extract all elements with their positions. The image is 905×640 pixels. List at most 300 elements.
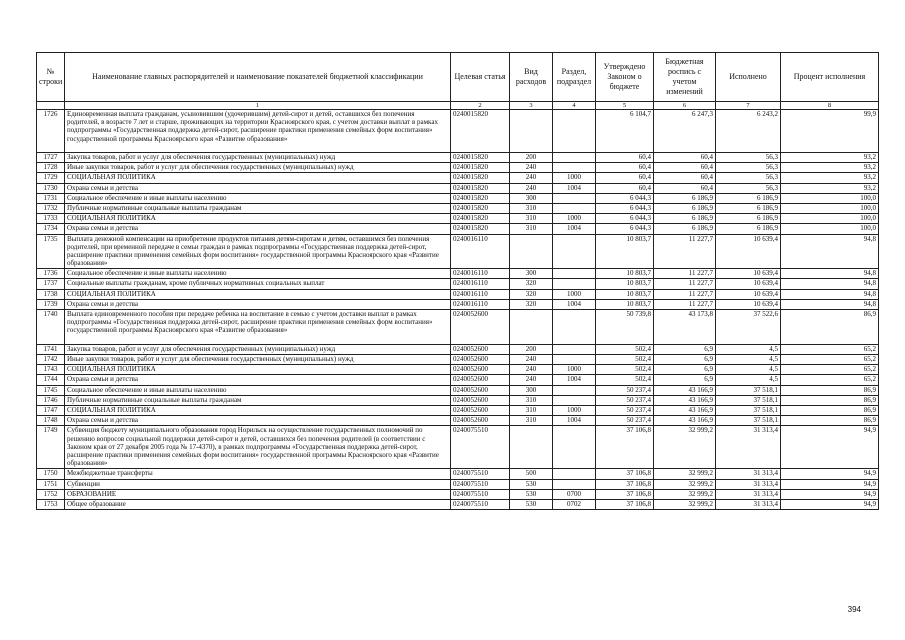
percent-cell: 65,2 [781,344,879,354]
percent-cell: 100,0 [781,193,879,203]
table-row [37,355,879,365]
revised-cell: 32 999,2 [654,469,716,479]
section-cell: 0700 [553,489,596,499]
target-article-cell: 0240015820 [451,183,510,193]
target-article-cell: 0240015820 [451,110,510,153]
executed-cell: 31 313,4 [716,469,781,479]
table-body [37,110,879,510]
row-number-cell: 1738 [37,289,65,299]
row-name-cell: Межбюджетные трансферты [65,469,451,479]
row-name-cell: Субвенция бюджету муниципального образования город Норильск на осуществление государственных полномочий по решению вопросов социальной поддержки детей-сирот и детей, оставшихся без попечения родителей (в соответствии с Законом края от 27 декабря 2005 года № 17-4370), в рамках подпрограммы «Государственная поддержка детей-сирот, расширение практики применения семейных форм воспитания» государственной программы Красноярского края «Развитие образования» [65,426,451,469]
section-cell: 1000 [553,173,596,183]
section-cell [553,385,596,395]
executed-cell: 4,5 [716,355,781,365]
approved-cell: 50 237,4 [596,416,654,426]
section-cell [553,395,596,405]
target-article-cell: 0240016110 [451,269,510,279]
row-name-cell: СОЦИАЛЬНАЯ ПОЛИТИКА [65,405,451,415]
approved-cell: 502,4 [596,375,654,385]
section-cell: 1000 [553,214,596,224]
target-article-cell: 0240016110 [451,299,510,309]
target-article-cell: 0240016110 [451,279,510,289]
target-article-cell: 0240015820 [451,214,510,224]
approved-cell: 10 803,7 [596,289,654,299]
revised-cell: 6,9 [654,365,716,375]
approved-cell: 10 803,7 [596,234,654,269]
revised-cell: 6 247,3 [654,110,716,153]
percent-cell: 65,2 [781,365,879,375]
column-number: 5 [596,102,654,110]
row-name-cell: СОЦИАЛЬНАЯ ПОЛИТИКА [65,289,451,299]
percent-cell: 94,8 [781,299,879,309]
revised-cell: 6 186,9 [654,224,716,234]
row-name-cell: Охрана семьи и детства [65,299,451,309]
percent-cell: 65,2 [781,375,879,385]
revised-cell: 11 227,7 [654,299,716,309]
row-name-cell: Социальные выплаты гражданам, кроме публичных нормативных социальных выплат [65,279,451,289]
target-article-cell: 0240052600 [451,416,510,426]
executed-cell: 37 518,1 [716,385,781,395]
target-article-cell: 0240015820 [451,173,510,183]
target-article-cell: 0240075510 [451,499,510,509]
percent-cell: 93,2 [781,163,879,173]
approved-cell: 60,4 [596,153,654,163]
target-article-cell: 0240075510 [451,469,510,479]
row-number-cell: 1740 [37,310,65,345]
table-row [37,183,879,193]
approved-cell: 6 044,3 [596,224,654,234]
executed-cell: 56,3 [716,183,781,193]
executed-cell: 10 639,4 [716,299,781,309]
expense-type-cell [510,426,553,469]
header-row-number: № строки [37,53,65,102]
executed-cell: 37 518,1 [716,395,781,405]
header-target-article: Целевая статья [451,53,510,102]
row-number-cell: 1751 [37,479,65,489]
section-cell [553,193,596,203]
percent-cell: 86,9 [781,416,879,426]
executed-cell: 4,5 [716,375,781,385]
approved-cell: 6 044,3 [596,193,654,203]
target-article-cell: 0240052600 [451,310,510,345]
row-name-cell: Социальное обеспечение и иные выплаты населению [65,385,451,395]
row-name-cell: Закупка товаров, работ и услуг для обеспечения государственных (муниципальных) нужд [65,153,451,163]
section-cell: 1000 [553,405,596,415]
table-row [37,489,879,499]
expense-type-cell: 320 [510,299,553,309]
expense-type-cell: 320 [510,279,553,289]
expense-type-cell: 300 [510,385,553,395]
target-article-cell: 0240052600 [451,355,510,365]
executed-cell: 31 313,4 [716,426,781,469]
target-article-cell: 0240015820 [451,153,510,163]
table-row [37,193,879,203]
row-number-cell: 1730 [37,183,65,193]
row-number-cell: 1742 [37,355,65,365]
approved-cell: 60,4 [596,173,654,183]
revised-cell: 60,4 [654,183,716,193]
percent-cell: 94,9 [781,489,879,499]
row-number-cell: 1731 [37,193,65,203]
row-name-cell: Субвенции [65,479,451,489]
executed-cell: 56,3 [716,163,781,173]
section-cell [553,234,596,269]
percent-cell: 100,0 [781,224,879,234]
table-row [37,203,879,213]
section-cell [553,426,596,469]
approved-cell: 50 237,4 [596,405,654,415]
header-section: Раздел, подраздел [553,53,596,102]
percent-cell: 94,9 [781,469,879,479]
row-number-cell: 1737 [37,279,65,289]
executed-cell: 31 313,4 [716,499,781,509]
table-row [37,416,879,426]
approved-cell: 37 106,8 [596,426,654,469]
revised-cell: 43 166,9 [654,416,716,426]
target-article-cell: 0240075510 [451,479,510,489]
row-name-cell: СОЦИАЛЬНАЯ ПОЛИТИКА [65,214,451,224]
approved-cell: 6 044,3 [596,214,654,224]
column-number: 7 [716,102,781,110]
table-row [37,365,879,375]
row-name-cell: Охрана семьи и детства [65,183,451,193]
expense-type-cell: 530 [510,499,553,509]
header-name: Наименование главных распорядителей и наименование показателей бюджетной классификации [65,53,451,102]
revised-cell: 60,4 [654,153,716,163]
percent-cell: 94,9 [781,426,879,469]
expense-type-cell: 240 [510,173,553,183]
table-row [37,234,879,269]
approved-cell: 10 803,7 [596,269,654,279]
approved-cell: 50 237,4 [596,395,654,405]
expense-type-cell: 300 [510,193,553,203]
approved-cell: 37 106,8 [596,479,654,489]
expense-type-cell: 530 [510,479,553,489]
percent-cell: 99,9 [781,110,879,153]
percent-cell: 94,8 [781,234,879,269]
section-cell: 1004 [553,183,596,193]
row-name-cell: Охрана семьи и детства [65,416,451,426]
row-number-cell: 1747 [37,405,65,415]
executed-cell: 10 639,4 [716,269,781,279]
row-number-cell: 1734 [37,224,65,234]
approved-cell: 502,4 [596,365,654,375]
revised-cell: 11 227,7 [654,234,716,269]
row-name-cell: Выплата денежной компенсации на приобретение продуктов питания детям-сиротам и детям, оставшимся без попечения родителей, при временной передаче в семьи граждан в рамках подпрограммы «Государственная поддержка детей-сирот, расширение практики применения семейных форм воспитания» государственной программы Красноярского края «Развитие образования» [65,234,451,269]
revised-cell: 11 227,7 [654,279,716,289]
revised-cell: 43 166,9 [654,395,716,405]
row-number-cell: 1735 [37,234,65,269]
header-executed: Исполнено [716,53,781,102]
table-row [37,299,879,309]
percent-cell: 100,0 [781,203,879,213]
table-row [37,279,879,289]
percent-cell: 100,0 [781,214,879,224]
row-name-cell: Иные закупки товаров, работ и услуг для обеспечения государственных (муниципальных) нужд [65,163,451,173]
row-number-cell: 1732 [37,203,65,213]
row-name-cell: Охрана семьи и детства [65,224,451,234]
executed-cell: 37 522,6 [716,310,781,345]
revised-cell: 6 186,9 [654,193,716,203]
page-number: 394 [847,605,861,614]
expense-type-cell: 320 [510,289,553,299]
percent-cell: 94,8 [781,269,879,279]
target-article-cell: 0240016110 [451,289,510,299]
row-number-cell: 1753 [37,499,65,509]
executed-cell: 10 639,4 [716,289,781,299]
table-row [37,405,879,415]
approved-cell: 50 739,8 [596,310,654,345]
approved-cell: 37 106,8 [596,469,654,479]
expense-type-cell [510,234,553,269]
revised-cell: 43 173,8 [654,310,716,345]
approved-cell: 502,4 [596,344,654,354]
expense-type-cell: 300 [510,269,553,279]
approved-cell: 10 803,7 [596,279,654,289]
revised-cell: 6 186,9 [654,214,716,224]
section-cell [553,344,596,354]
expense-type-cell: 240 [510,355,553,365]
row-name-cell: СОЦИАЛЬНАЯ ПОЛИТИКА [65,365,451,375]
row-number-cell: 1729 [37,173,65,183]
row-number-cell: 1752 [37,489,65,499]
revised-cell: 43 166,9 [654,385,716,395]
row-name-cell: Общее образование [65,499,451,509]
table-row [37,214,879,224]
revised-cell: 6,9 [654,355,716,365]
section-cell [553,203,596,213]
column-number: 6 [654,102,716,110]
table-row [37,110,879,153]
percent-cell: 86,9 [781,310,879,345]
expense-type-cell: 310 [510,214,553,224]
executed-cell: 4,5 [716,365,781,375]
header-percent: Процент исполнения [781,53,879,102]
row-number-cell: 1727 [37,153,65,163]
expense-type-cell: 310 [510,416,553,426]
budget-table [36,52,879,510]
revised-cell: 11 227,7 [654,269,716,279]
table-row [37,375,879,385]
percent-cell: 93,2 [781,153,879,163]
expense-type-cell: 310 [510,203,553,213]
row-name-cell: Единовременная выплата гражданам, усыновившим (удочерившим) детей-сирот и детей, оставшихся без попечения родителей, в возрасте 7 лет и старше, проживающих на территории Красноярского края, с учетом доставки выплат в рамках подпрограммы «Государственная поддержка детей-сирот, расширение практики применения семейных форм воспитания» государственной программы Красноярского края «Развитие образования» [65,110,451,153]
table-row [37,385,879,395]
target-article-cell: 0240052600 [451,395,510,405]
header-expense-type: Вид расходов [510,53,553,102]
revised-cell: 60,4 [654,173,716,183]
table-row [37,269,879,279]
section-cell: 1004 [553,375,596,385]
section-cell [553,310,596,345]
row-name-cell: Иные закупки товаров, работ и услуг для обеспечения государственных (муниципальных) нужд [65,355,451,365]
target-article-cell: 0240052600 [451,365,510,375]
approved-cell: 6 104,7 [596,110,654,153]
executed-cell: 6 186,9 [716,203,781,213]
approved-cell: 50 237,4 [596,385,654,395]
expense-type-cell: 500 [510,469,553,479]
revised-cell: 43 166,9 [654,405,716,415]
expense-type-cell: 200 [510,153,553,163]
expense-type-cell: 240 [510,183,553,193]
row-number-cell: 1733 [37,214,65,224]
row-number-cell: 1746 [37,395,65,405]
expense-type-cell: 310 [510,405,553,415]
approved-cell: 60,4 [596,163,654,173]
section-cell [553,269,596,279]
approved-cell: 60,4 [596,183,654,193]
percent-cell: 93,2 [781,183,879,193]
target-article-cell: 0240015820 [451,224,510,234]
section-cell [553,153,596,163]
row-name-cell: Социальное обеспечение и иные выплаты населению [65,193,451,203]
percent-cell: 86,9 [781,385,879,395]
target-article-cell: 0240052600 [451,375,510,385]
table-row [37,426,879,469]
percent-cell: 94,8 [781,289,879,299]
expense-type-cell: 240 [510,365,553,375]
revised-cell: 6,9 [654,375,716,385]
row-number-cell: 1739 [37,299,65,309]
expense-type-cell: 530 [510,489,553,499]
column-number [37,102,65,110]
table-row [37,469,879,479]
approved-cell: 6 044,3 [596,203,654,213]
row-number-cell: 1744 [37,375,65,385]
target-article-cell: 0240015820 [451,203,510,213]
target-article-cell: 0240052600 [451,405,510,415]
budget-report-sheet [36,52,878,510]
executed-cell: 6 243,2 [716,110,781,153]
percent-cell: 65,2 [781,355,879,365]
section-cell [553,355,596,365]
approved-cell: 37 106,8 [596,499,654,509]
section-cell [553,163,596,173]
executed-cell: 37 518,1 [716,416,781,426]
approved-cell: 37 106,8 [596,489,654,499]
executed-cell: 6 186,9 [716,224,781,234]
target-article-cell: 0240052600 [451,385,510,395]
percent-cell: 86,9 [781,405,879,415]
revised-cell: 6,9 [654,344,716,354]
row-number-cell: 1748 [37,416,65,426]
revised-cell: 60,4 [654,163,716,173]
executed-cell: 56,3 [716,153,781,163]
expense-type-cell [510,110,553,153]
column-number: 2 [451,102,510,110]
row-number-cell: 1743 [37,365,65,375]
column-number: 1 [65,102,451,110]
row-name-cell: Охрана семьи и детства [65,375,451,385]
column-number: 8 [781,102,879,110]
row-name-cell: ОБРАЗОВАНИЕ [65,489,451,499]
executed-cell: 10 639,4 [716,279,781,289]
row-name-cell: Закупка товаров, работ и услуг для обеспечения государственных (муниципальных) нужд [65,344,451,354]
header-row [37,53,879,102]
table-row [37,173,879,183]
row-name-cell: Социальное обеспечение и иные выплаты населению [65,269,451,279]
revised-cell: 32 999,2 [654,489,716,499]
table-row [37,310,879,345]
executed-cell: 6 186,9 [716,193,781,203]
target-article-cell: 0240015820 [451,163,510,173]
header-approved: Утверждено Законом о бюджете [596,53,654,102]
expense-type-cell: 310 [510,395,553,405]
percent-cell: 86,9 [781,395,879,405]
column-number: 3 [510,102,553,110]
approved-cell: 10 803,7 [596,299,654,309]
approved-cell: 502,4 [596,355,654,365]
row-number-cell: 1726 [37,110,65,153]
revised-cell: 6 186,9 [654,203,716,213]
revised-cell: 11 227,7 [654,289,716,299]
column-number: 4 [553,102,596,110]
target-article-cell: 0240075510 [451,426,510,469]
section-cell [553,110,596,153]
row-number-cell: 1745 [37,385,65,395]
target-article-cell: 0240016110 [451,234,510,269]
table-row [37,395,879,405]
revised-cell: 32 999,2 [654,479,716,489]
row-name-cell: Публичные нормативные социальные выплаты гражданам [65,203,451,213]
table-row [37,499,879,509]
section-cell [553,469,596,479]
expense-type-cell: 240 [510,375,553,385]
row-number-cell: 1736 [37,269,65,279]
table-row [37,224,879,234]
section-cell [553,479,596,489]
table-row [37,344,879,354]
row-name-cell: Публичные нормативные социальные выплаты гражданам [65,395,451,405]
header-revised: Бюджетная роспись с учетом изменений [654,53,716,102]
target-article-cell: 0240015820 [451,193,510,203]
revised-cell: 32 999,2 [654,426,716,469]
row-name-cell: Выплата единовременного пособия при передаче ребенка на воспитание в семью с учетом доставки выплат в рамках подпрограммы «Государственная поддержка детей-сирот, расширение практики применения семейных форм воспитания» государственной программы Красноярского края «Развитие образования» [65,310,451,345]
section-cell: 1000 [553,289,596,299]
table-row [37,153,879,163]
section-cell: 1004 [553,299,596,309]
section-cell: 1004 [553,224,596,234]
executed-cell: 31 313,4 [716,479,781,489]
executed-cell: 56,3 [716,173,781,183]
column-number-row [37,102,879,110]
executed-cell: 10 639,4 [716,234,781,269]
section-cell: 1004 [553,416,596,426]
row-number-cell: 1741 [37,344,65,354]
executed-cell: 31 313,4 [716,489,781,499]
row-number-cell: 1728 [37,163,65,173]
row-number-cell: 1749 [37,426,65,469]
executed-cell: 6 186,9 [716,214,781,224]
expense-type-cell: 200 [510,344,553,354]
section-cell: 0702 [553,499,596,509]
percent-cell: 94,9 [781,479,879,489]
table-row [37,163,879,173]
target-article-cell: 0240075510 [451,489,510,499]
table-row [37,479,879,489]
table-row [37,289,879,299]
expense-type-cell: 240 [510,163,553,173]
row-number-cell: 1750 [37,469,65,479]
expense-type-cell: 310 [510,224,553,234]
section-cell: 1000 [553,365,596,375]
target-article-cell: 0240052600 [451,344,510,354]
executed-cell: 4,5 [716,344,781,354]
row-name-cell: СОЦИАЛЬНАЯ ПОЛИТИКА [65,173,451,183]
revised-cell: 32 999,2 [654,499,716,509]
expense-type-cell [510,310,553,345]
percent-cell: 94,9 [781,499,879,509]
